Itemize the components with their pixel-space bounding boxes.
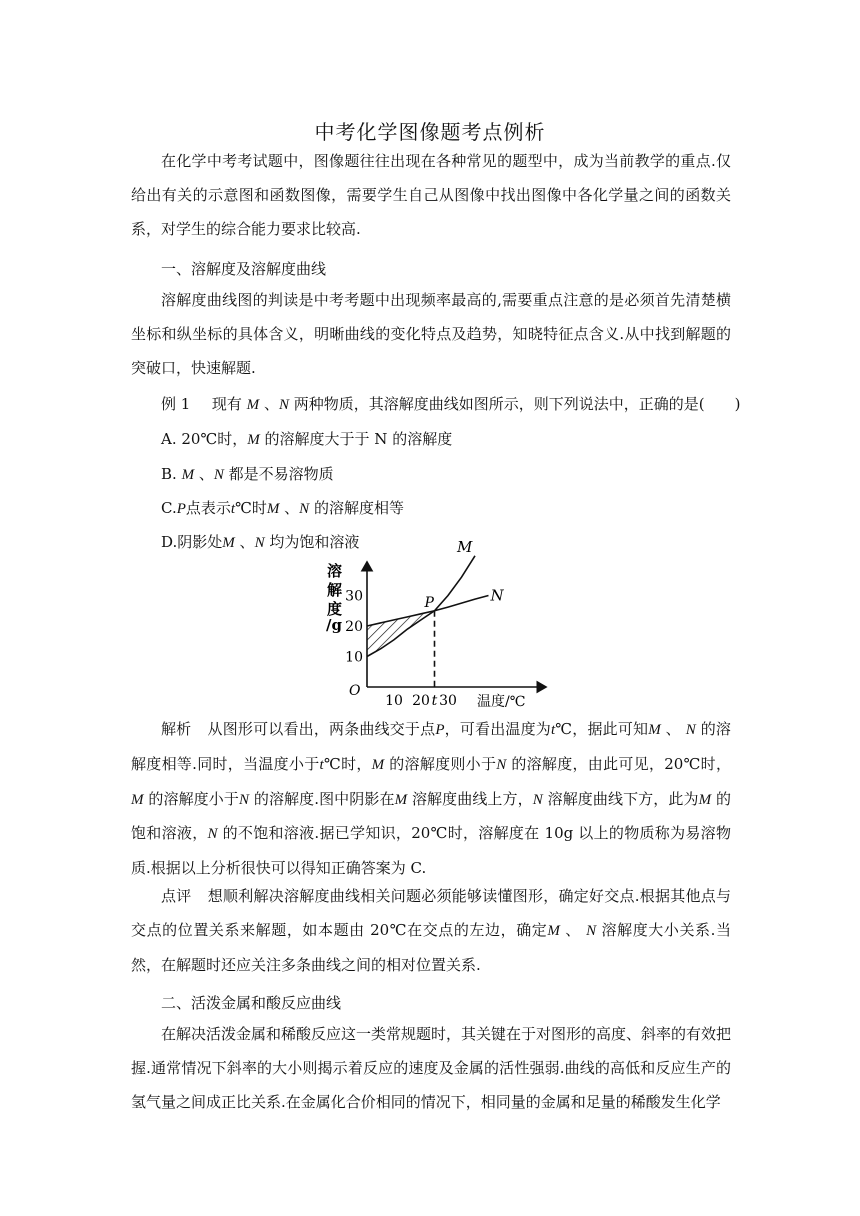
x-tick-label: t [431, 693, 438, 709]
x-axis-label: 温度/℃ [477, 694, 526, 710]
option-d: D.阴影处M 、N 均为饱和溶液 [161, 533, 360, 551]
y-tick-label: 30 [345, 588, 363, 605]
y-axis-label-char: 溶 [327, 562, 343, 580]
analysis-paragraph: 解析 从图形可以看出，两条曲线交于点P，可看出温度为t℃，据此可知M 、 N 的溶解度相等.同时，当温度小于t℃时，M 的溶解度则小于N 的溶解度，由此可见，20℃时，M 的溶解度小于N 的溶解度.图中阴影在M 溶解度曲线上方，N 溶解度曲线下方，此为M 的饱和溶液，N 的不饱和溶液.据已学知识，20℃时，溶解度在 10g 以上的物质称为易溶物质.根据以上分析很快可以得知正确答案为 C. [131, 720, 731, 878]
y-tick-label: 10 [345, 649, 363, 666]
y-axis-label [326, 562, 342, 634]
y-axis-unit: /g [326, 616, 342, 634]
intersection-label: P [424, 594, 434, 611]
y-tick-label: 20 [345, 619, 363, 635]
series-label-n: N [490, 586, 504, 605]
example1-stem: 例 1 现有 M 、N 两种物质，其溶解度曲线如图所示，则下列说法中，正确的是( ) [161, 395, 741, 413]
section2-paragraph: 在解决活泼金属和稀酸反应这一类常规题时，其关键在于对图形的高度、斜率的有效把握.通常情况下斜率的大小则揭示着反应的速度及金属的活性强弱.曲线的高低和反应生产的氢气量之间成正比关系.在金属化合价相同的情况下，相同量的金属和足量的稀酸发生化学 [131, 1025, 732, 1111]
option-a: A. 20℃时，M 的溶解度大于于 N 的溶解度 [161, 430, 453, 448]
x-tick-labels [385, 693, 457, 709]
y-axis-label-char: 度 [327, 600, 343, 618]
y-tick-labels [345, 589, 363, 666]
page-title: 中考化学图像题考点例析 [314, 120, 546, 144]
x-tick-label: 20 [412, 693, 430, 709]
series-label-m: M [457, 537, 473, 556]
y-axis-label-char: 解 [327, 581, 343, 599]
example-label: 例 1 [161, 395, 191, 413]
option-c: C.P点表示t℃时M 、N 的溶解度相等 [161, 499, 404, 517]
comment-paragraph: 点评 想顺利解决溶解度曲线相关问题必须能够读懂图形，确定好交点.根据其他点与交点的位置关系来解题，如本题由 20℃在交点的左边，确定M 、 N 溶解度大小关系.当然，在解题时还应关注多条曲线之间的相对位置关系. [131, 887, 731, 974]
section1-heading: 一、溶解度及溶解度曲线 [161, 260, 327, 278]
section1-paragraph: 溶解度曲线图的判读是中考考题中出现频率最高的,需要重点注意的是必须首先清楚横坐标和纵坐标的具体含义，明晰曲线的变化特点及趋势，知晓特征点含义.从中找到解题的突破口，快速解题. [131, 291, 731, 377]
origin-label: O [349, 683, 361, 699]
x-tick-label: 30 [439, 693, 457, 709]
section2-heading: 二、活泼金属和酸反应曲线 [161, 994, 342, 1012]
x-tick-label: 10 [385, 693, 403, 709]
option-b: B. M 、N 都是不易溶物质 [161, 465, 334, 483]
solubility-chart [320, 537, 550, 710]
intro-paragraph: 在化学中考考试题中，图像题往往出现在各种常见的题型中，成为当前教学的重点.仅给出有关的示意图和函数图像，需要学生自己从图像中找出图像中各化学量之间的函数关系，对学生的综合能力要求比较高. [131, 152, 731, 238]
